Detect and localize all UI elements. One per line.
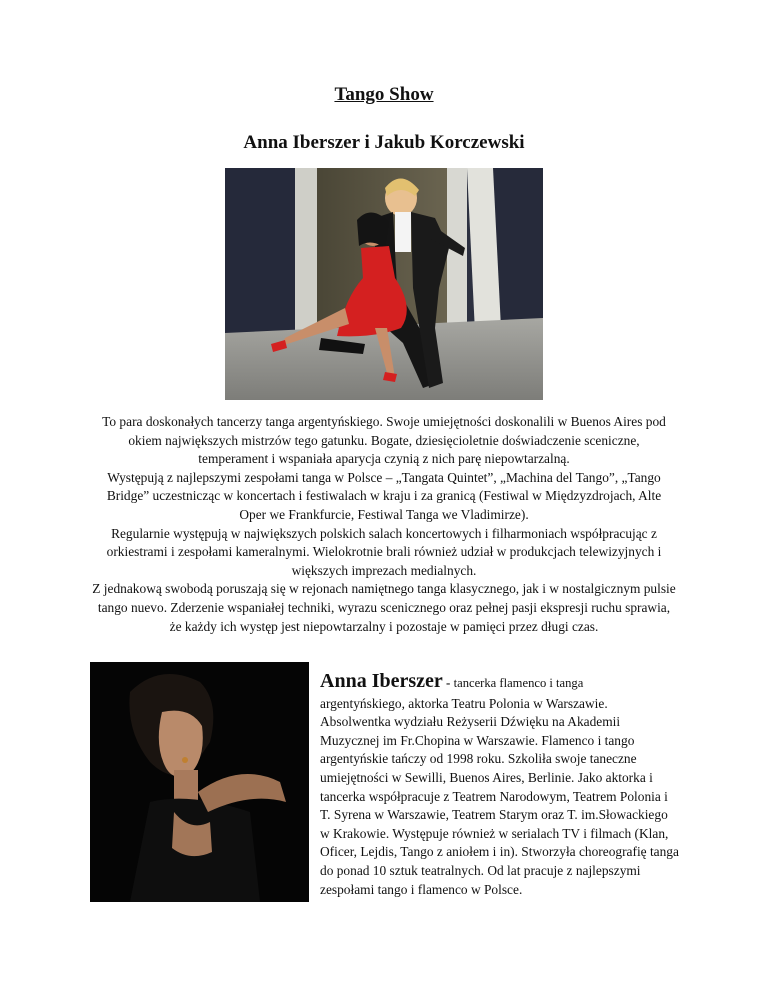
intro-paragraph: Z jednakową swobodą poruszają się w rejonach namiętnego tanga klasycznego, jak i w nostalgicznym pulsie tango nuevo. Zderzenie wspaniałej techniki, wyrazu scenicznego oraz pełnej pasji ekspresji ruchu sprawia, że każdy ich występ jest niepowtarzalny i pozostaje w pamięci przez długi czas. — [92, 581, 676, 634]
intro-paragraph: To para doskonałych tancerzy tanga argentyńskiego. Swoje umiejętności doskonalili w Buenos Aires pod okiem największych mistrzów tego gatunku. Bogate, dziesięcioletnie doświadczenie sceniczne, temperament i wspaniała aparycja czynią z nich parę niepowtarzalną. — [102, 414, 666, 467]
tango-couple-photo — [225, 168, 543, 400]
document-subtitle: Anna Iberszer i Jakub Korczewski — [243, 132, 525, 153]
intro-text — [92, 413, 676, 636]
intro-paragraph: Regularnie występują w największych polskich salach koncertowych i filharmoniach współpracując z orkiestrami i zespołami kameralnymi. Wielokrotnie brali również udział w produkcjach telewizyjnych i większych imprezach medialnych. — [106, 525, 662, 578]
bio-text: argentyńskiego, aktorka Teatru Polonia w Warszawie. Absolwentka wydziału Reżyserii Dźwięku na Akademii Muzycznej im Fr.Chopina w Warszawie. Flamenco i tango argentyńskie tańczy od 1998 roku. Szkoliła swoje taneczne umiejętności w Sewilli, Buenos Aires, Berlinie. Jako aktorka i tancerka współpracuje z Teatrem Narodowym, Teatrem Polonia i T. Syrena w Warszawie, Teatrem Starym oraz T. im.Słowackiego w Krakowie. Występuje również w serialach TV i filmach (Klan, Oficer, Lejdis, Tango z aniołem i in). Stworzyła choreografię tanga do ponad 10 sztuk teatralnych. Od lat pracuje z najlepszymi zespołami tango i flamenco w Polsce. — [320, 695, 679, 897]
bio-dash: - — [442, 675, 454, 690]
bio-name: Anna Iberszer — [320, 670, 443, 692]
anna-iberszer-bio — [320, 672, 680, 899]
bio-first-phrase: tancerka flamenco i tanga — [453, 676, 584, 690]
document-title: Tango Show — [334, 84, 434, 105]
anna-iberszer-photo — [90, 662, 309, 902]
intro-paragraph: Występują z najlepszymi zespołami tanga w Polsce – „Tangata Quintet”, „Machina del Tango”, „Tango Bridge” uczestnicząc w koncertach i festiwalach w kraju i za granicą (Festiwal w Międzyzdrojach, Alte Oper we Frankfurcie, Festiwal Tanga we Vladimirze). — [106, 469, 662, 522]
